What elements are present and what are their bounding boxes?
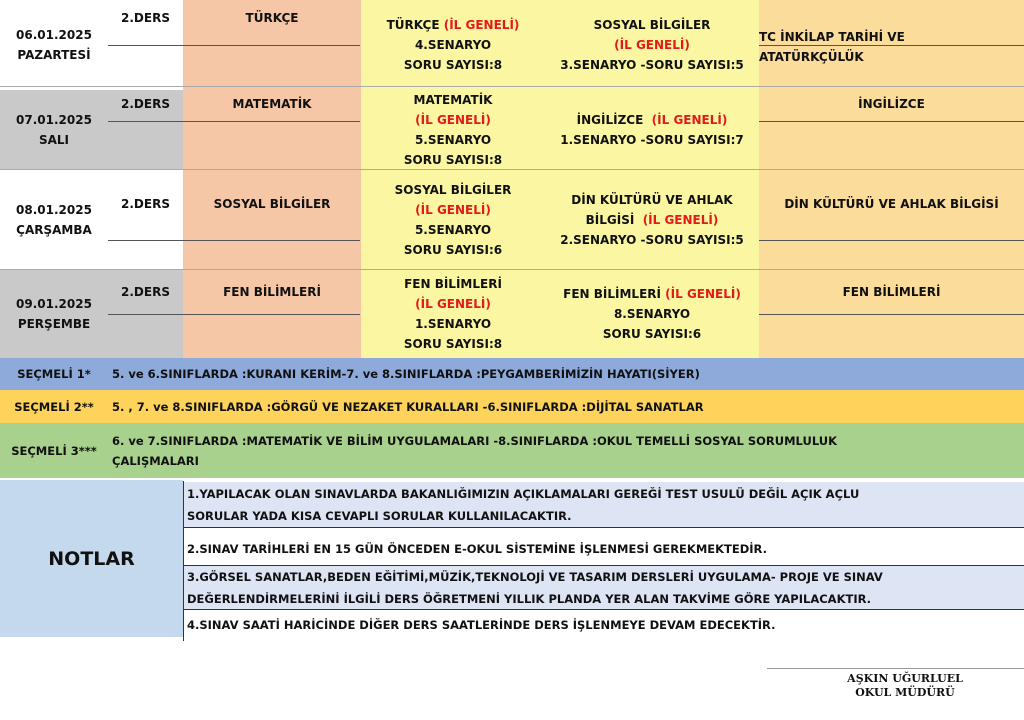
scenario: 1.SENARYO (414, 317, 492, 331)
subject-label: MATEMATİK (232, 97, 312, 111)
day-cell-2 (0, 90, 108, 170)
note-divider (183, 609, 1024, 610)
elective-text: 6. ve 7.SINIFLARDA :MATEMATİK VE BİLİM UYGULAMALARI -8.SINIFLARDA :OKUL TEMELLİ SOSYAL SORUMLULUK (112, 433, 837, 448)
signature-block (800, 672, 1010, 700)
elective-text: 5. ve 6.SINIFLARDA :KURANI KERİM-7. ve 8.SINIFLARDA :PEYGAMBERİMİZİN HAYATI(SİYER) (112, 367, 700, 381)
note-divider (183, 565, 1024, 566)
row-divider (108, 240, 360, 241)
elective-text-cont: ÇALIŞMALARI (112, 453, 199, 468)
row-divider (759, 314, 1024, 315)
elective-2-text (108, 390, 1024, 423)
province-wide-tag: (İL GENELİ) (415, 203, 491, 217)
row-border (0, 169, 1024, 170)
slot-label: 2.DERS (121, 285, 170, 299)
day-date: 07.01.2025 (16, 113, 92, 127)
note-line: 3.GÖRSEL SANATLAR,BEDEN EĞİTİMİ,MÜZİK,TEKNOLOJİ VE TASARIM DERSLERİ UYGULAMA- PROJE VE SINAV (187, 570, 883, 584)
notes-title: NOTLAR (48, 547, 135, 570)
day-date: 08.01.2025 (16, 203, 92, 217)
question-count: SORU SAYISI:8 (403, 58, 503, 72)
question-count: SORU SAYISI:6 (602, 327, 702, 341)
row-divider (759, 45, 1024, 46)
day-name: PAZARTESİ (17, 48, 91, 62)
exam-subject: FEN BİLİMLERİ (842, 285, 941, 299)
day-date: 09.01.2025 (16, 297, 92, 311)
exam-subject: TC İNKİLAP TARİHİ VE (759, 30, 905, 44)
subject-cell-2 (183, 90, 361, 170)
subject-label: SOSYAL BİLGİLER (213, 197, 331, 211)
exam1-cell-1 (361, 0, 545, 90)
principal-name: AŞKIN UĞURLUEL (847, 672, 963, 685)
row-border (0, 269, 1024, 270)
note-1 (183, 482, 1024, 528)
slot-label: 2.DERS (121, 197, 170, 211)
elective-label: SEÇMELİ 3*** (11, 443, 97, 458)
row-divider (108, 314, 360, 315)
elective-3-text (108, 423, 1024, 478)
question-count: SORU SAYISI:8 (403, 337, 503, 351)
day-name: PERŞEMBE (17, 317, 91, 331)
exam3-cell-2 (759, 90, 1024, 170)
scenario-count: 2.SENARYO -SORU SAYISI:5 (560, 233, 744, 247)
elective-1-label (0, 358, 108, 390)
note-3 (183, 566, 1024, 610)
exam1-cell-2 (361, 90, 545, 170)
row-divider (759, 240, 1024, 241)
day-name: ÇARŞAMBA (16, 223, 92, 237)
principal-title: OKUL MÜDÜRÜ (855, 686, 955, 699)
day-date: 06.01.2025 (16, 28, 92, 42)
exam-subject: FEN BİLİMLERİ (563, 287, 661, 301)
note-line: DEĞERLENDİRMELERİNİ İLGİLİ DERS ÖĞRETMENİ YILLIK PLANDA YER ALAN TAKVİME GÖRE YAPILACAKTIR. (187, 592, 872, 606)
exam-subject: İNGİLİZCE (858, 97, 925, 111)
question-count: SORU SAYISI:8 (403, 153, 503, 167)
question-count: SORU SAYISI:6 (403, 243, 503, 257)
row-divider (108, 121, 360, 122)
elective-text: 5. , 7. ve 8.SINIFLARDA :GÖRGÜ VE NEZAKET KURALLARI -6.SINIFLARDA :DİJİTAL SANATLAR (112, 399, 704, 414)
slot-cell-2 (108, 90, 183, 170)
province-wide-tag: (İL GENELİ) (665, 287, 741, 301)
signature-line (767, 668, 1024, 669)
subject-cell-3 (183, 170, 361, 270)
note-line: 4.SINAV SAATİ HARİCİNDE DİĞER DERS SAATLERİNDE DERS İŞLENMEYE DEVAM EDECEKTİR. (187, 618, 776, 632)
exam-subject: MATEMATİK (413, 93, 493, 107)
province-wide-tag: (İL GENELİ) (642, 213, 719, 227)
slot-cell-3 (108, 170, 183, 270)
note-2 (183, 528, 1024, 566)
subject-label: FEN BİLİMLERİ (223, 285, 321, 299)
province-wide-tag: (İL GENELİ) (415, 297, 491, 311)
scenario: 4.SENARYO (414, 38, 492, 52)
note-4 (183, 610, 1024, 642)
notes-title-cell (0, 480, 183, 637)
exam1-cell-4 (361, 270, 545, 358)
row-border (0, 86, 1024, 87)
exam2-cell-3 (545, 170, 759, 270)
row-divider (108, 45, 360, 46)
day-name: SALI (38, 133, 70, 147)
scenario-count: 1.SENARYO -SORU SAYISI:7 (560, 133, 744, 147)
slot-label: 2.DERS (121, 97, 170, 111)
exam-subject: SOSYAL BİLGİLER (593, 18, 711, 32)
province-wide-tag: (İL GENELİ) (651, 113, 728, 127)
exam-subject-cont: BİLGİSİ (585, 213, 635, 227)
day-cell-4 (0, 270, 108, 358)
exam1-cell-3 (361, 170, 545, 270)
slot-label: 2.DERS (121, 11, 170, 25)
elective-label: SEÇMELİ 1* (17, 367, 91, 381)
elective-1-text (108, 358, 1024, 390)
scenario-count: 3.SENARYO -SORU SAYISI:5 (560, 58, 744, 72)
province-wide-tag: (İL GENELİ) (443, 18, 520, 32)
note-line: 2.SINAV TARİHLERİ EN 15 GÜN ÖNCEDEN E-OKUL SİSTEMİNE İŞLENMESİ GEREKMEKTEDİR. (187, 542, 767, 556)
day-cell-3 (0, 170, 108, 270)
exam-subject-cont: ATATÜRKÇÜLÜK (759, 50, 864, 64)
scenario: 8.SENARYO (613, 307, 691, 321)
exam2-cell-1 (545, 0, 759, 90)
exam3-cell-3 (759, 170, 1024, 270)
day-cell-1 (0, 0, 108, 90)
exam2-cell-2 (545, 90, 759, 170)
elective-3-label (0, 423, 108, 478)
province-wide-tag: (İL GENELİ) (415, 113, 491, 127)
exam-subject: SOSYAL BİLGİLER (394, 183, 512, 197)
exam-subject: DİN KÜLTÜRÜ VE AHLAK BİLGİSİ (784, 197, 999, 211)
exam-subject: TÜRKÇE (386, 18, 440, 32)
exam-subject: İNGİLİZCE (576, 113, 644, 127)
row-divider (759, 121, 1024, 122)
note-divider (183, 481, 184, 641)
scenario: 5.SENARYO (414, 223, 492, 237)
exam-subject: DİN KÜLTÜRÜ VE AHLAK (571, 193, 733, 207)
note-line: 1.YAPILACAK OLAN SINAVLARDA BAKANLIĞIMIZIN AÇIKLAMALARI GEREĞİ TEST USULÜ DEĞİL AÇIK AÇLU (187, 487, 860, 501)
elective-label: SEÇMELİ 2** (14, 399, 94, 414)
note-line: SORULAR YADA KISA CEVAPLI SORULAR KULLANILACAKTIR. (187, 509, 572, 523)
exam2-cell-4 (545, 270, 759, 358)
elective-2-label (0, 390, 108, 423)
note-divider (183, 527, 1024, 528)
scenario: 5.SENARYO (414, 133, 492, 147)
province-wide-tag: (İL GENELİ) (614, 38, 690, 52)
subject-label: TÜRKÇE (245, 11, 299, 25)
exam-subject: FEN BİLİMLERİ (404, 277, 502, 291)
